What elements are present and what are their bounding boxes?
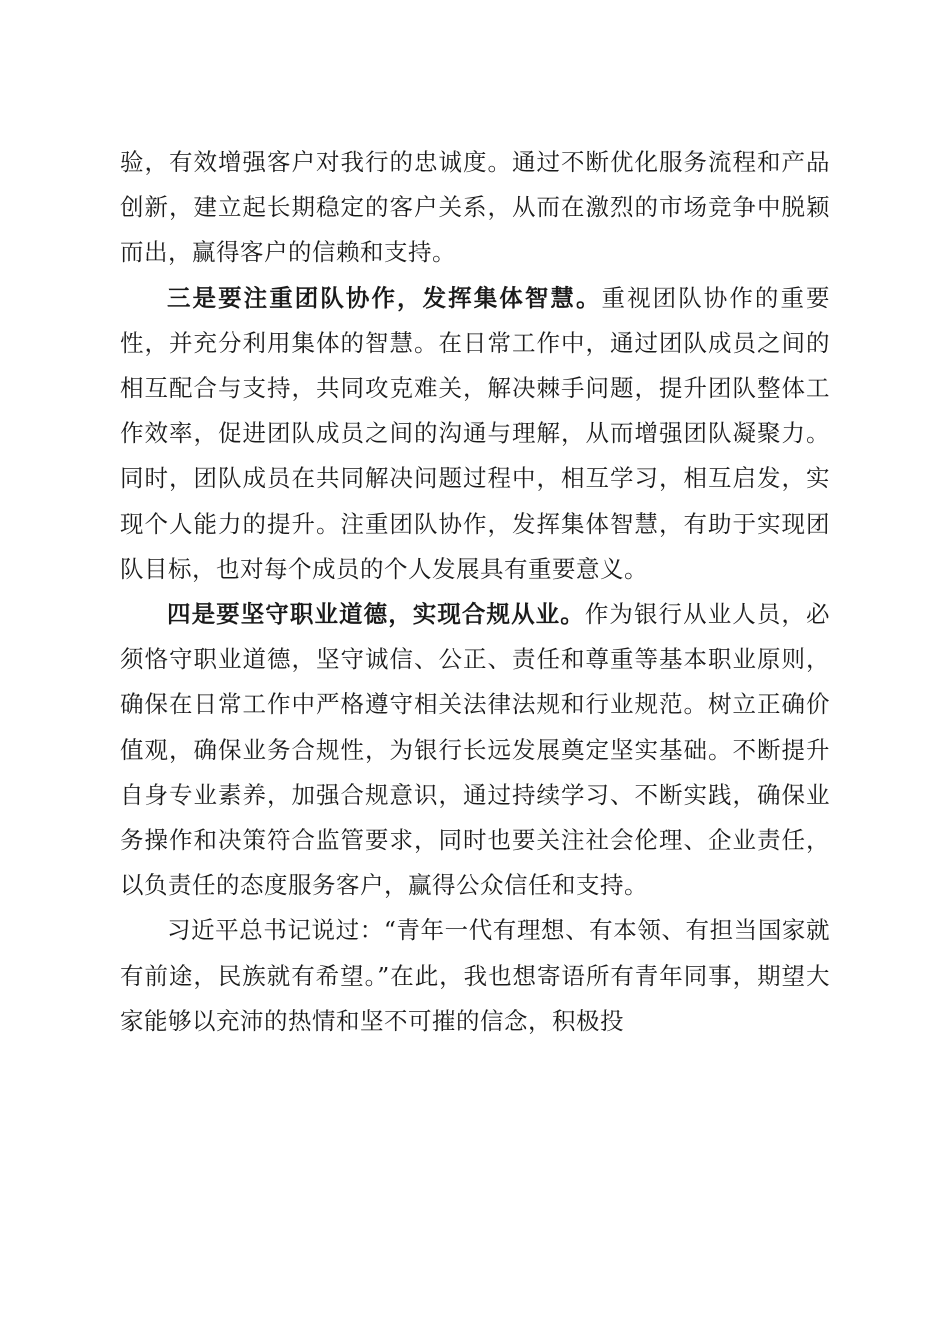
paragraph-teamwork [120,276,830,592]
paragraph-text: 作为银行从业人员，必须恪守职业道德，坚守诚信、公正、责任和尊重等基本职业原则，确保在日常工作中严格遵守相关法律法规和行业规范。树立正确价值观，确保业务合规性，为银行长远发展奠定坚实基础。不断提升自身专业素养，加强合规意识，通过持续学习、不断实践，确保业务操作和决策符合监管要求，同时也要关注社会伦理、企业责任，以负责任的态度服务客户，赢得公众信任和支持。 [120,600,831,900]
paragraph-heading: 四是要坚守职业道德，实现合规从业。 [167,600,585,629]
paragraph-ethics [120,592,830,908]
paragraph-text: 习近平总书记说过：“青年一代有理想、有本领、有担当国家就有前途，民族就有希望。”在此，我也想寄语所有青年同事，期望大家能够以充沛的热情和坚不可摧的信念，积极投 [120,916,830,1035]
paragraph-quote [120,908,830,1044]
paragraph-text: 验，有效增强客户对我行的忠诚度。通过不断优化服务流程和产品创新，建立起长期稳定的客户关系，从而在激烈的市场竞争中脱颖而出，赢得客户的信赖和支持。 [120,148,830,267]
paragraph-text: 重视团队协作的重要性，并充分利用集体的智慧。在日常工作中，通过团队成员之间的相互配合与支持，共同攻克难关，解决棘手问题，提升团队整体工作效率，促进团队成员之间的沟通与理解，从而增强团队凝聚力。同时，团队成员在共同解决问题过程中，相互学习，相互启发，实现个人能力的提升。注重团队协作，发挥集体智慧，有助于实现团队目标，也对每个成员的个人发展具有重要意义。 [120,283,831,583]
paragraph-heading: 三是要注重团队协作，发挥集体智慧。 [167,283,602,312]
paragraph-continued [120,140,830,276]
document-page [120,140,830,1044]
